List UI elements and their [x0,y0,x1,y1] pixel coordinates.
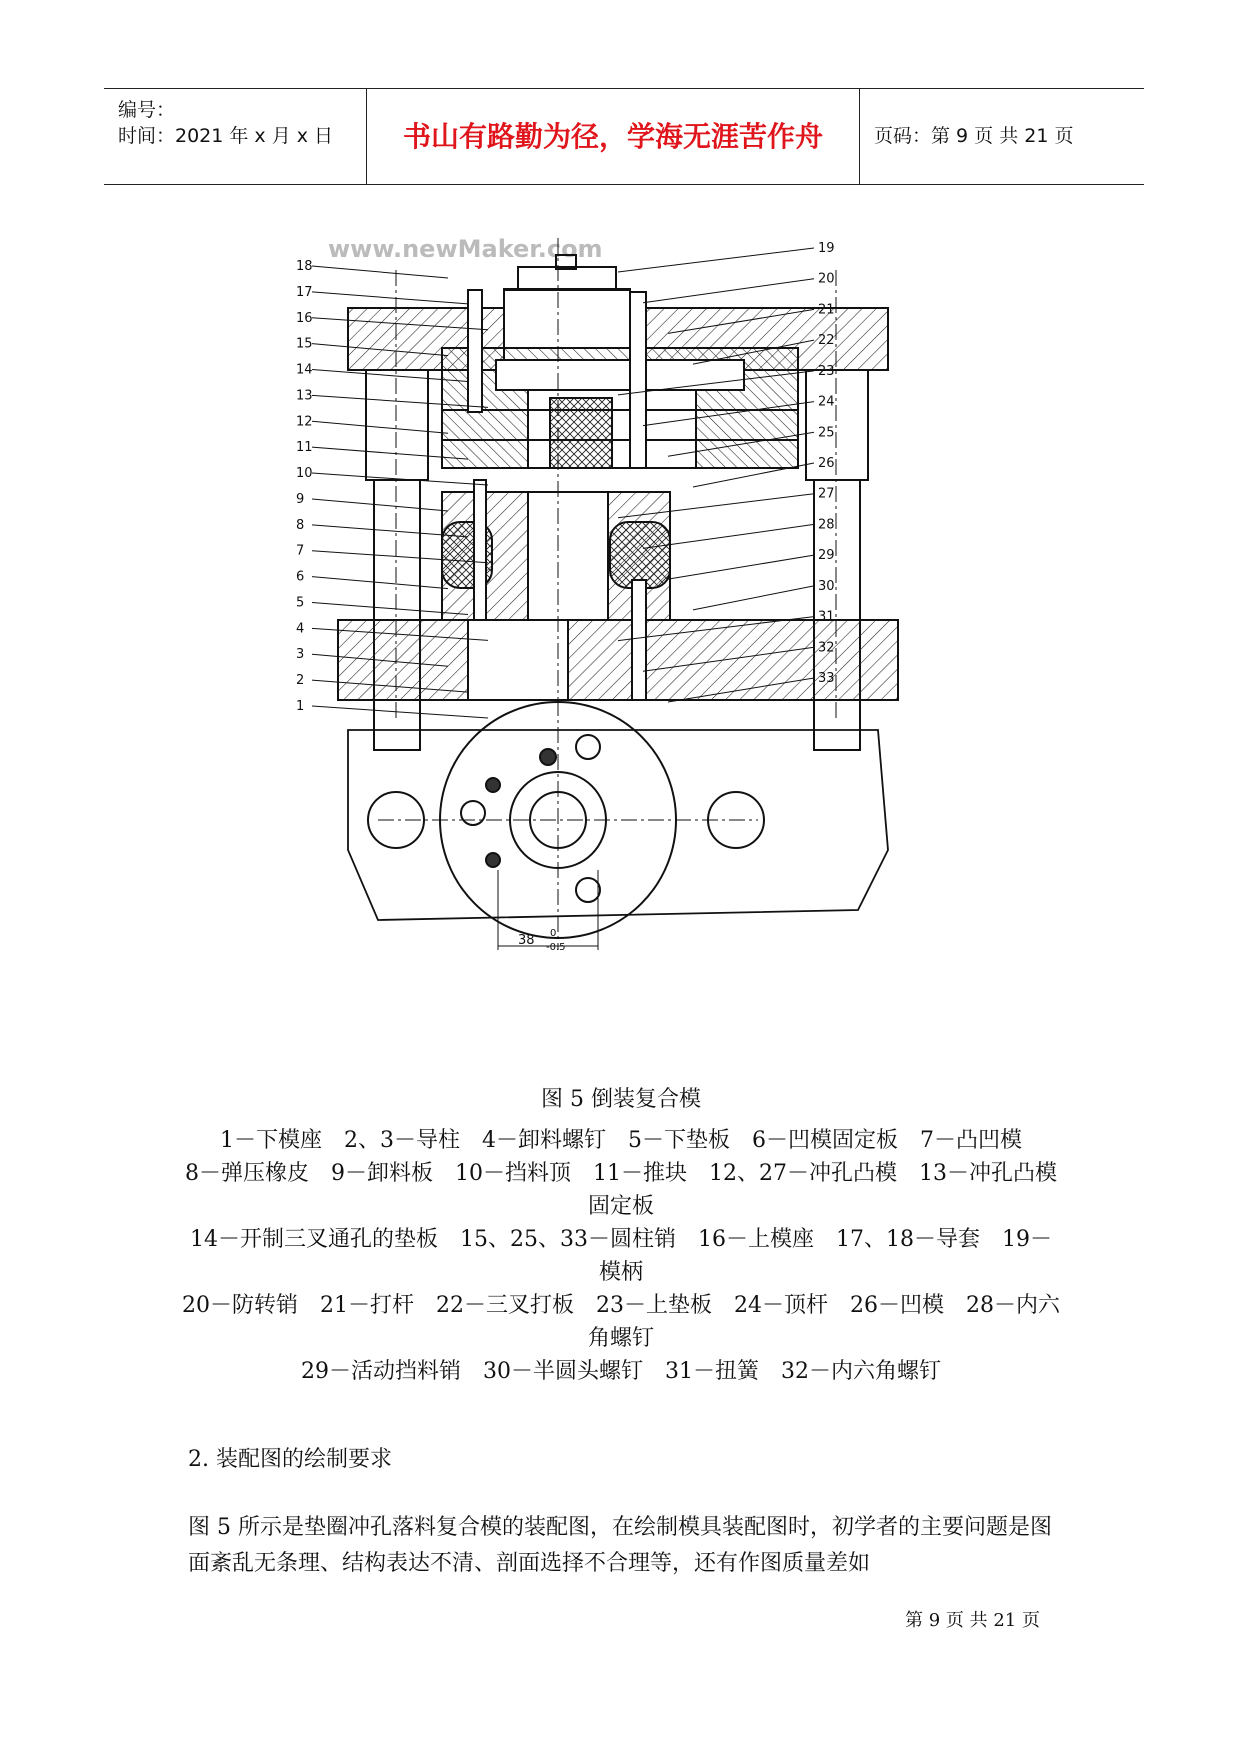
watermark-text: www.newMaker.com [328,235,603,263]
leader-line-17 [312,292,468,304]
leader-line-10 [312,473,488,485]
part-label-18: 18 [296,259,313,274]
body-paragraph: 图 5 所示是垫圈冲孔落料复合模的装配图，在绘制模具装配图时，初学者的主要问题是图面紊乱无条理、结构表达不清、剖面选择不合理等，还有作图质量差如 [188,1515,1052,1576]
part-label-33: 33 [818,671,835,686]
part-label-27: 27 [818,486,835,502]
part-label-16: 16 [296,310,313,326]
leader-line-9 [312,499,448,511]
legend-line: 14－开制三叉通孔的垫板 15、25、33－圆柱销 16－上模座 17、18－导套 19－模柄 [190,1227,1052,1285]
part-label-6: 6 [296,569,305,585]
part-label-25: 25 [818,425,835,441]
page-header [104,88,1144,185]
leader-line-29 [668,555,814,579]
part-label-24: 24 [818,394,835,410]
part-label-17: 17 [296,284,313,300]
number-label: 编号： [118,99,176,121]
legend-line: 20－防转销 21－打杆 22－三叉打板 23－上垫板 24－顶杆 26－凹模 28－内六角螺钉 [182,1293,1060,1351]
legend-line: 29－活动挡料销 30－半圆头螺钉 31－扭簧 32－内六角螺钉 [301,1359,941,1384]
leader-line-18 [312,266,448,278]
part-label-19: 19 [818,241,835,256]
part-label-10: 10 [296,466,313,482]
page-footer: 第 9 页 共 21 页 [905,1610,1040,1631]
leader-line-20 [643,279,814,303]
die-assembly-figure [296,230,918,1089]
leader-line-30 [693,586,814,610]
part-label-31: 31 [818,609,835,625]
part-label-15: 15 [296,336,313,352]
part-label-1: 1 [296,699,305,714]
header-page-label: 页码：第 9 页 共 21 页 [874,125,1074,147]
part-label-29: 29 [818,548,835,564]
header-motto: 书山有路勤为径，学海无涯苦作舟 [367,89,860,184]
header-meta [104,89,367,184]
time-label: 时间：2021 年 x 月 x 日 [118,125,334,147]
die-assembly-drawing [296,230,918,1085]
part-label-8: 8 [296,517,305,533]
part-label-28: 28 [818,517,835,533]
part-label-3: 3 [296,647,305,663]
dimension-value: 38 [518,933,535,948]
part-label-9: 9 [296,491,305,507]
part-label-26: 26 [818,456,835,471]
part-label-12: 12 [296,414,313,430]
legend-line: 1－下模座 2、3－导柱 4－卸料螺钉 5－下垫板 6－凹模固定板 7－凸凹模 [220,1128,1022,1153]
part-label-30: 30 [818,578,835,594]
part-label-21: 21 [818,302,835,318]
section-title: 2. 装配图的绘制要求 [188,1447,392,1472]
part-label-23: 23 [818,363,835,379]
parts-legend [180,1124,1062,1388]
leader-line-19 [618,248,814,272]
part-label-20: 20 [818,271,835,287]
legend-line: 8－弹压橡皮 9－卸料板 10－挡料顶 11－推块 12、27－冲孔凸模 13－冲孔凸模固定板 [185,1161,1057,1219]
dimension-tol-upper: 0 [550,928,557,939]
part-label-7: 7 [296,543,305,559]
part-label-2: 2 [296,673,305,689]
part-label-32: 32 [818,640,835,656]
figure-caption: 图 5 倒装复合模 [541,1087,701,1112]
part-label-14: 14 [296,362,313,378]
part-label-13: 13 [296,388,313,404]
part-label-5: 5 [296,595,305,611]
part-label-22: 22 [818,333,835,349]
leader-line-6 [312,577,448,589]
leader-line-1 [312,706,488,718]
part-label-4: 4 [296,621,305,637]
part-label-11: 11 [296,440,313,456]
dimension-tol-lower: -0.5 [546,942,566,953]
